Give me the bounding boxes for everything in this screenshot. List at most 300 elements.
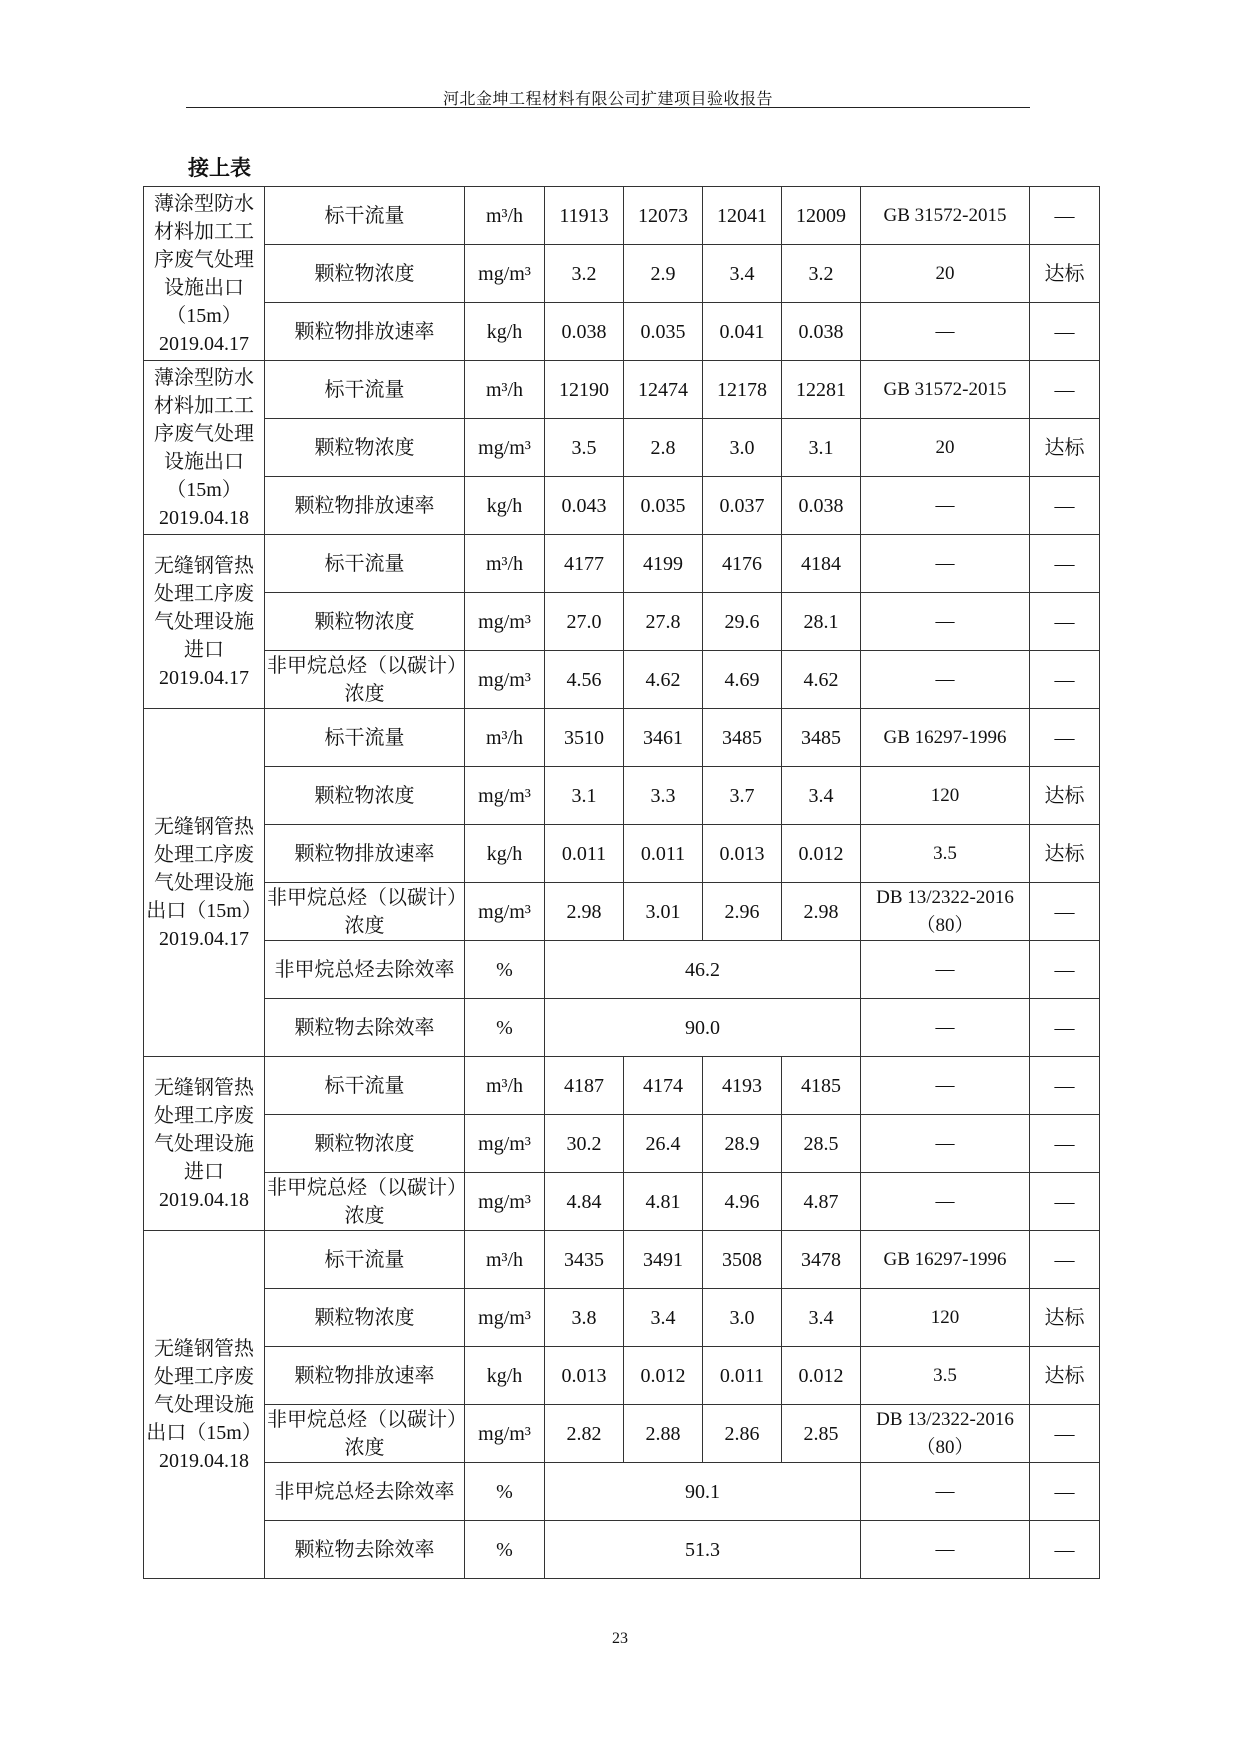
monitoring-point-line: （15m） [166,478,242,501]
value-cell: 12281 [782,361,861,419]
standard-line: GB 31572-2015 [883,204,1007,226]
unit-cell: mg/m³ [465,1173,545,1231]
monitoring-point-line: 2019.04.17 [159,332,249,355]
monitoring-point-line: 无缝钢管热 [154,1337,254,1360]
standard-line: — [935,1016,955,1038]
unit-cell: mg/m³ [465,883,545,941]
value-cell: 0.037 [703,477,782,535]
standard-cell [861,303,1030,361]
standard-line: — [935,1480,955,1502]
unit-cell: mg/m³ [465,767,545,825]
value-cell: 0.013 [545,1347,624,1405]
value-cell: 12178 [703,361,782,419]
table-body [144,187,1100,1579]
monitoring-point-line: 材料加工工 [154,220,254,243]
result-cell: — [1030,709,1100,767]
value-cell: 3.0 [703,1289,782,1347]
standard-line: （80） [916,1436,974,1458]
unit-cell: m³/h [465,1231,545,1289]
standard-line: GB 16297-1996 [883,1248,1007,1270]
monitoring-point-line: 气处理设施 [154,610,254,633]
standard-cell [861,187,1030,245]
value-cell: 0.038 [782,303,861,361]
merged-value-cell: 46.2 [545,941,861,999]
unit-cell: % [465,1521,545,1579]
item-line: 非甲烷总烃（以碳计） [267,1408,467,1431]
unit-cell: kg/h [465,477,545,535]
monitoring-point-line: 处理工序废 [154,1365,254,1388]
result-cell: — [1030,941,1100,999]
unit-cell: m³/h [465,361,545,419]
value-cell: 3508 [703,1231,782,1289]
value-cell: 2.98 [545,883,624,941]
merged-value-cell: 90.0 [545,999,861,1057]
value-cell: 3.1 [782,419,861,477]
value-cell: 0.011 [545,825,624,883]
item-line: 非甲烷总烃去除效率 [274,1480,455,1503]
item-line: 颗粒物浓度 [314,610,415,633]
item-cell [265,1289,465,1347]
standard-line: — [935,1190,955,1212]
monitoring-point-line: 无缝钢管热 [154,1076,254,1099]
monitoring-point-line: 进口 [184,1160,224,1183]
value-cell: 4.62 [624,651,703,709]
value-cell: 3510 [545,709,624,767]
table-row [144,883,1100,941]
monitoring-point-line: 出口（15m） [146,1421,262,1444]
standard-line: 20 [935,436,955,458]
item-cell [265,593,465,651]
standard-line: GB 31572-2015 [883,378,1007,400]
value-cell: 3478 [782,1231,861,1289]
standard-line: — [935,668,955,690]
monitoring-point-line: 处理工序废 [154,1104,254,1127]
table-row [144,1115,1100,1173]
standard-cell [861,593,1030,651]
value-cell: 3.2 [545,245,624,303]
value-cell: 12474 [624,361,703,419]
monitoring-point-cell [144,1057,265,1231]
unit-cell: m³/h [465,535,545,593]
result-cell: — [1030,535,1100,593]
table-row [144,1347,1100,1405]
value-cell: 0.011 [703,1347,782,1405]
table-row [144,1463,1100,1521]
standard-line: — [935,1132,955,1154]
standard-cell [861,999,1030,1057]
value-cell: 4.96 [703,1173,782,1231]
value-cell: 12190 [545,361,624,419]
value-cell: 0.035 [624,477,703,535]
value-cell: 3.0 [703,419,782,477]
standard-line: — [935,552,955,574]
monitoring-point-line: 2019.04.18 [159,506,249,529]
item-line: 颗粒物浓度 [314,784,415,807]
standard-cell [861,1347,1030,1405]
monitoring-point-line: 气处理设施 [154,1132,254,1155]
monitoring-point-line: 薄涂型防水 [154,366,254,389]
table-row [144,651,1100,709]
value-cell: 0.038 [782,477,861,535]
unit-cell: m³/h [465,709,545,767]
value-cell: 3461 [624,709,703,767]
standard-cell [861,1521,1030,1579]
value-cell: 3.3 [624,767,703,825]
item-cell [265,883,465,941]
result-cell: — [1030,593,1100,651]
item-cell [265,767,465,825]
result-cell: 达标 [1030,825,1100,883]
monitoring-point-cell [144,709,265,1057]
standard-cell [861,1463,1030,1521]
value-cell: 3.1 [545,767,624,825]
unit-cell: mg/m³ [465,593,545,651]
monitoring-point-cell [144,535,265,709]
table-row [144,361,1100,419]
item-cell [265,709,465,767]
value-cell: 3.8 [545,1289,624,1347]
standard-cell [861,1057,1030,1115]
result-cell: — [1030,1463,1100,1521]
result-cell: — [1030,1115,1100,1173]
item-line: 浓度 [344,1436,385,1459]
item-line: 浓度 [344,914,385,937]
standard-cell [861,1289,1030,1347]
item-cell [265,361,465,419]
item-line: 标干流量 [324,1248,405,1271]
item-cell [265,1115,465,1173]
result-cell: 达标 [1030,245,1100,303]
monitoring-point-line: 气处理设施 [154,871,254,894]
result-cell: — [1030,1057,1100,1115]
value-cell: 2.86 [703,1405,782,1463]
table-row [144,593,1100,651]
result-cell: — [1030,883,1100,941]
value-cell: 4.56 [545,651,624,709]
item-cell [265,825,465,883]
value-cell: 3.7 [703,767,782,825]
report-header-title: 河北金坤工程材料有限公司扩建项目验收报告 [442,91,773,108]
item-cell [265,1347,465,1405]
item-cell [265,1231,465,1289]
value-cell: 28.9 [703,1115,782,1173]
standard-line: 3.5 [933,1364,957,1386]
value-cell: 4.87 [782,1173,861,1231]
value-cell: 3.01 [624,883,703,941]
table-row [144,187,1100,245]
value-cell: 12009 [782,187,861,245]
table-row [144,825,1100,883]
result-cell: — [1030,1231,1100,1289]
value-cell: 12073 [624,187,703,245]
value-cell: 2.82 [545,1405,624,1463]
standard-line: DB 13/2322-2016 [876,1408,1014,1430]
unit-cell: mg/m³ [465,1405,545,1463]
standard-line: 120 [930,1306,960,1328]
item-line: 标干流量 [324,204,405,227]
table-row [144,1173,1100,1231]
value-cell: 2.8 [624,419,703,477]
standard-line: 20 [935,262,955,284]
standard-cell [861,1173,1030,1231]
standard-line: 3.5 [933,842,957,864]
item-cell [265,1057,465,1115]
item-line: 标干流量 [324,552,405,575]
item-line: 非甲烷总烃（以碳计） [267,1176,467,1199]
value-cell: 0.012 [782,1347,861,1405]
value-cell: 27.8 [624,593,703,651]
table-row [144,1289,1100,1347]
unit-cell: % [465,941,545,999]
value-cell: 4185 [782,1057,861,1115]
value-cell: 2.98 [782,883,861,941]
result-cell: — [1030,303,1100,361]
value-cell: 0.013 [703,825,782,883]
standard-cell [861,825,1030,883]
result-cell: — [1030,187,1100,245]
monitoring-point-line: 气处理设施 [154,1393,254,1416]
monitoring-point-line: 处理工序废 [154,582,254,605]
table-row [144,477,1100,535]
item-line: 颗粒物浓度 [314,1132,415,1155]
unit-cell: m³/h [465,187,545,245]
item-line: 颗粒物浓度 [314,262,415,285]
standard-cell [861,1405,1030,1463]
table-row [144,1057,1100,1115]
standard-line: — [935,1538,955,1560]
unit-cell: kg/h [465,1347,545,1405]
value-cell: 28.5 [782,1115,861,1173]
unit-cell: m³/h [465,1057,545,1115]
value-cell: 4.69 [703,651,782,709]
unit-cell: % [465,1463,545,1521]
result-cell: — [1030,1173,1100,1231]
table-row [144,303,1100,361]
standard-cell [861,941,1030,999]
item-cell [265,1405,465,1463]
standard-line: — [935,958,955,980]
table-row [144,1521,1100,1579]
item-line: 颗粒物排放速率 [294,1364,435,1387]
item-line: 颗粒物排放速率 [294,494,435,517]
value-cell: 11913 [545,187,624,245]
unit-cell: kg/h [465,303,545,361]
item-line: 颗粒物去除效率 [294,1016,435,1039]
monitoring-point-line: 设施出口 [164,276,244,299]
unit-cell: mg/m³ [465,1289,545,1347]
value-cell: 4176 [703,535,782,593]
result-cell: 达标 [1030,419,1100,477]
item-line: 颗粒物浓度 [314,436,415,459]
item-line: 标干流量 [324,726,405,749]
table-row [144,941,1100,999]
item-line: 颗粒物去除效率 [294,1538,435,1561]
value-cell: 3.4 [782,1289,861,1347]
standard-line: — [935,494,955,516]
value-cell: 4.62 [782,651,861,709]
value-cell: 26.4 [624,1115,703,1173]
item-cell [265,999,465,1057]
result-cell: 达标 [1030,767,1100,825]
value-cell: 4174 [624,1057,703,1115]
value-cell: 27.0 [545,593,624,651]
item-line: 浓度 [344,1204,385,1227]
value-cell: 0.012 [624,1347,703,1405]
monitoring-point-line: 无缝钢管热 [154,554,254,577]
monitoring-point-line: 处理工序废 [154,843,254,866]
monitoring-point-line: 进口 [184,638,224,661]
value-cell: 3485 [703,709,782,767]
result-cell: 达标 [1030,1289,1100,1347]
value-cell: 3.4 [624,1289,703,1347]
value-cell: 0.038 [545,303,624,361]
item-line: 颗粒物排放速率 [294,320,435,343]
item-line: 颗粒物排放速率 [294,842,435,865]
table-row [144,1231,1100,1289]
result-cell: — [1030,1405,1100,1463]
item-line: 非甲烷总烃（以碳计） [267,886,467,909]
unit-cell: % [465,999,545,1057]
value-cell: 0.011 [624,825,703,883]
value-cell: 0.041 [703,303,782,361]
value-cell: 4184 [782,535,861,593]
standard-cell [861,767,1030,825]
item-cell [265,477,465,535]
value-cell: 2.9 [624,245,703,303]
standard-line: — [935,320,955,342]
monitoring-point-line: 2019.04.18 [159,1449,249,1472]
standard-line: — [935,610,955,632]
continued-label: 接上表 [188,156,251,180]
value-cell: 2.85 [782,1405,861,1463]
monitoring-point-cell [144,187,265,361]
standard-cell [861,1231,1030,1289]
unit-cell: mg/m³ [465,651,545,709]
item-cell [265,651,465,709]
standard-cell [861,651,1030,709]
unit-cell: mg/m³ [465,419,545,477]
standard-line: — [935,1074,955,1096]
value-cell: 3.4 [703,245,782,303]
monitoring-point-line: 薄涂型防水 [154,192,254,215]
table-row [144,245,1100,303]
monitoring-point-line: 序废气处理 [154,248,254,271]
result-cell: — [1030,1521,1100,1579]
monitoring-point-line: 2019.04.18 [159,1188,249,1211]
value-cell: 29.6 [703,593,782,651]
value-cell: 3435 [545,1231,624,1289]
result-cell: — [1030,999,1100,1057]
standard-cell [861,535,1030,593]
item-cell [265,1521,465,1579]
value-cell: 3491 [624,1231,703,1289]
result-cell: 达标 [1030,1347,1100,1405]
value-cell: 28.1 [782,593,861,651]
item-cell [265,419,465,477]
standard-cell [861,419,1030,477]
item-cell [265,1173,465,1231]
monitoring-point-cell [144,1231,265,1579]
monitoring-point-line: 无缝钢管热 [154,815,254,838]
merged-value-cell: 51.3 [545,1521,861,1579]
value-cell: 4177 [545,535,624,593]
standard-line: （80） [916,914,974,936]
value-cell: 3.4 [782,767,861,825]
table-row [144,535,1100,593]
item-line: 非甲烷总烃去除效率 [274,958,455,981]
merged-value-cell: 90.1 [545,1463,861,1521]
unit-cell: mg/m³ [465,1115,545,1173]
monitoring-point-line: 材料加工工 [154,394,254,417]
monitoring-point-line: 出口（15m） [146,899,262,922]
value-cell: 4.84 [545,1173,624,1231]
monitoring-point-cell [144,361,265,535]
result-cell: — [1030,651,1100,709]
value-cell: 4193 [703,1057,782,1115]
item-line: 标干流量 [324,378,405,401]
table-row [144,709,1100,767]
item-line: 标干流量 [324,1074,405,1097]
value-cell: 0.043 [545,477,624,535]
monitoring-point-line: （15m） [166,304,242,327]
item-cell [265,245,465,303]
monitoring-results-table [143,186,1100,1579]
table-row [144,419,1100,477]
monitoring-point-line: 2019.04.17 [159,927,249,950]
item-cell [265,303,465,361]
value-cell: 12041 [703,187,782,245]
value-cell: 3.5 [545,419,624,477]
result-cell: — [1030,361,1100,419]
standard-cell [861,1115,1030,1173]
value-cell: 2.96 [703,883,782,941]
page-number: 23 [612,1630,628,1647]
table-row [144,999,1100,1057]
monitoring-point-line: 设施出口 [164,450,244,473]
standard-cell [861,883,1030,941]
value-cell: 3485 [782,709,861,767]
standard-cell [861,477,1030,535]
value-cell: 4199 [624,535,703,593]
table-row [144,1405,1100,1463]
standard-cell [861,709,1030,767]
item-line: 浓度 [344,682,385,705]
monitoring-point-line: 2019.04.17 [159,666,249,689]
value-cell: 30.2 [545,1115,624,1173]
value-cell: 4.81 [624,1173,703,1231]
standard-line: 120 [930,784,960,806]
value-cell: 3.2 [782,245,861,303]
standard-line: DB 13/2322-2016 [876,886,1014,908]
value-cell: 0.035 [624,303,703,361]
header-divider [186,107,1030,108]
item-cell [265,941,465,999]
item-cell [265,187,465,245]
standard-line: GB 16297-1996 [883,726,1007,748]
item-cell [265,1463,465,1521]
unit-cell: kg/h [465,825,545,883]
item-cell [265,535,465,593]
item-line: 非甲烷总烃（以碳计） [267,654,467,677]
table-row [144,767,1100,825]
result-cell: — [1030,477,1100,535]
value-cell: 4187 [545,1057,624,1115]
value-cell: 2.88 [624,1405,703,1463]
standard-cell [861,361,1030,419]
item-line: 颗粒物浓度 [314,1306,415,1329]
monitoring-point-line: 序废气处理 [154,422,254,445]
value-cell: 0.012 [782,825,861,883]
